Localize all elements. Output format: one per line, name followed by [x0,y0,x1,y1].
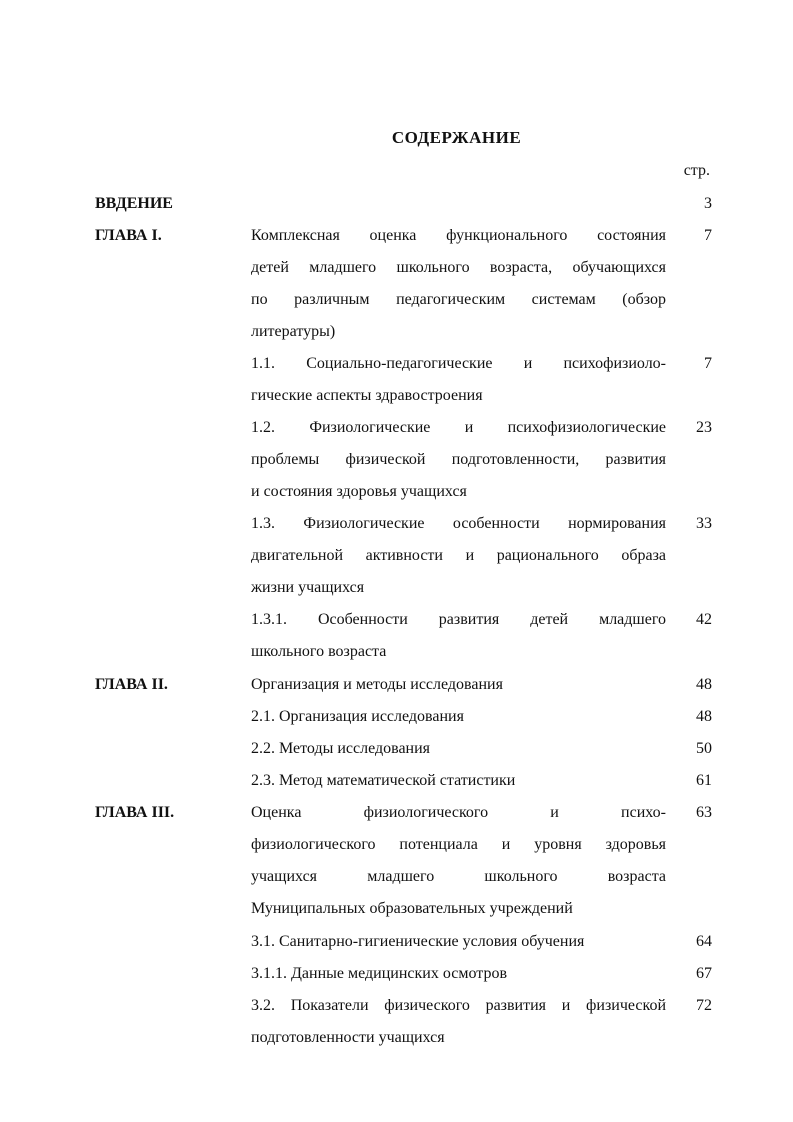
toc-entry-line: 2.2. Методы исследования [251,740,431,757]
toc-entry-line: подготовленности учащихся [251,1029,445,1046]
toc-entry-line: 3.1.1. Данные медицинских осмотров [251,965,507,982]
toc-entry-line: 1.3.1. Особенности развития детей младшего [251,611,666,628]
toc-entry-line: литературы) [251,323,336,340]
toc-entry-line: физиологического потенциала и уровня здоровья [251,836,666,853]
toc-entry-line: 1.2. Физиологические и психофизиологические [251,419,666,436]
toc-entry-line: двигательной активности и рационального образа [251,547,666,564]
toc-entry-text [251,926,666,958]
page-column-header: стр. [683,162,710,179]
page-title: СОДЕРЖАНИЕ [391,128,522,147]
toc-entry-line: Организация и методы исследования [251,676,503,693]
toc-page-number: 33 [696,515,712,532]
toc-entry-text [251,412,666,508]
toc-page-number: 48 [696,676,712,693]
toc-entry-line: 2.3. Метод математической статистики [251,772,516,789]
toc-entry-line: жизни учащихся [251,579,365,596]
toc-entry-line: Оценка физиологического и психо- [251,804,666,821]
toc-page-number: 3 [704,195,712,212]
toc-entry-line: Комплексная оценка функционального состояния [251,227,666,244]
toc-page-number: 50 [696,740,712,757]
toc-entry-line: 3.1. Санитарно-гигиенические условия обучения [251,933,585,950]
toc-entry-line: детей младшего школьного возраста, обучающихся [251,259,666,276]
toc-entry-text [251,508,666,604]
toc-page-number: 63 [696,804,712,821]
toc-entry-text [251,701,666,733]
toc-entry-line: школьного возраста [251,643,387,660]
toc-entry-line: 1.3. Физиологические особенности нормирования [251,515,666,532]
toc-page-number: 61 [696,772,712,789]
toc-page-number: 7 [704,227,712,244]
toc-entry-line: и состояния здоровья учащихся [251,483,467,500]
toc-entry-text [251,669,666,701]
toc-entry-line: проблемы физической подготовленности, развития [251,451,666,468]
toc-entry-text [251,604,666,668]
toc-entry-text [251,220,666,348]
toc-page-number: 7 [704,355,712,372]
toc-entry-text [251,765,666,797]
toc-entry-line: учащихся младшего школьного возраста [251,868,666,885]
toc-page-number: 67 [696,965,712,982]
toc-entry-text [251,348,666,412]
toc-entry-text [251,797,666,925]
toc-entry-line: 3.2. Показатели физического развития и физической [251,997,666,1014]
toc-chapter-label: ГЛАВА II. [95,676,168,693]
toc-chapter-label: ГЛАВА I. [95,227,162,244]
toc-entry-text [251,990,666,1054]
toc-entry-line: 2.1. Организация исследования [251,708,464,725]
toc-entry-line: по различным педагогическим системам (обзор [251,291,666,308]
toc-entry-text [251,958,666,990]
toc-entry-line: 1.1. Социально-педагогические и психофизиоло- [251,355,666,372]
toc-chapter-label: ГЛАВА III. [95,804,175,821]
toc-page-number: 64 [696,933,712,950]
toc-page-number: 72 [696,997,712,1014]
toc-entry-line: Муниципальных образовательных учреждений [251,900,573,917]
toc-entry-line: гические аспекты здравостроения [251,387,483,404]
toc-page-number: 42 [696,611,712,628]
toc-chapter-label: ВВДЕНИЕ [95,195,173,212]
toc-page-number: 48 [696,708,712,725]
toc-entry-text [251,733,666,765]
toc-page-number: 23 [696,419,712,436]
